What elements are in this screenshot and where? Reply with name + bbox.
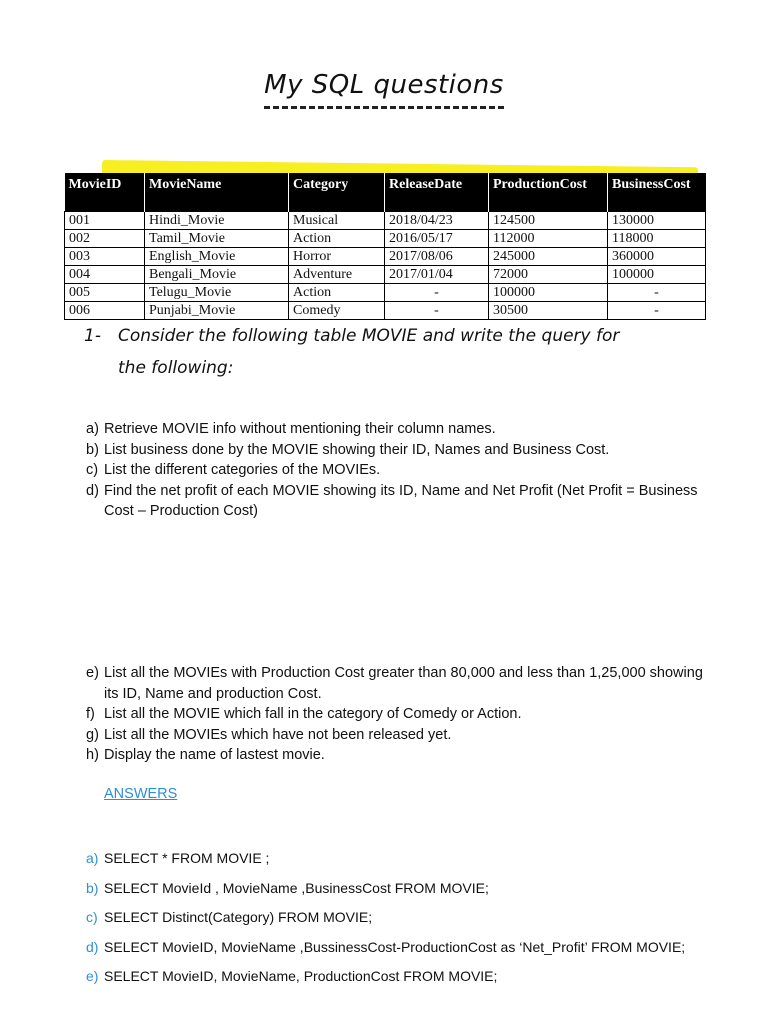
cell-businesscost: 100000 — [608, 266, 706, 284]
item-marker: b) — [86, 441, 99, 458]
list-item — [86, 725, 706, 746]
item-marker: a) — [86, 850, 99, 866]
list-item — [86, 874, 706, 904]
item-marker: f) — [86, 706, 95, 722]
list-item — [86, 844, 706, 874]
cell-category: Comedy — [289, 302, 385, 320]
cell-category: Horror — [289, 248, 385, 266]
page-title-wrap — [0, 70, 768, 104]
cell-productioncost: 245000 — [489, 248, 608, 266]
list-item — [86, 440, 706, 461]
list-item — [86, 460, 706, 481]
item-text: Display the name of lastest movie. — [104, 747, 325, 763]
item-text: Find the net profit of each MOVIE showing its ID, Name and Net Profit (Net Profit = Business Cost – Production Cost) — [104, 482, 698, 519]
page-title: My SQL questions — [264, 70, 504, 104]
cell-moviename: Punjabi_Movie — [145, 302, 289, 320]
table-row — [65, 266, 706, 284]
item-text: List the different categories of the MOVIEs. — [104, 462, 381, 478]
answer-text: SELECT MovieID, MovieName, ProductionCost FROM MOVIE; — [104, 968, 498, 984]
item-marker: d) — [86, 482, 99, 499]
cell-releasedate: - — [385, 302, 489, 320]
cell-category: Musical — [289, 212, 385, 230]
answers-link[interactable]: ANSWERS — [104, 786, 178, 802]
item-marker: b) — [86, 879, 99, 896]
cell-releasedate: 2017/01/04 — [385, 266, 489, 284]
answer-text: SELECT MovieId , MovieName ,BusinessCost FROM MOVIE; — [104, 879, 489, 896]
question-heading-line2: the following: — [118, 358, 234, 378]
cell-moviename: Tamil_Movie — [145, 230, 289, 248]
cell-productioncost: 112000 — [489, 230, 608, 248]
list-item — [86, 663, 706, 704]
cell-productioncost: 30500 — [489, 302, 608, 320]
cell-productioncost: 124500 — [489, 212, 608, 230]
answer-text: SELECT * FROM MOVIE ; — [104, 850, 270, 866]
item-marker: c) — [86, 462, 99, 478]
answer-list — [86, 844, 706, 992]
col-header-category: Category — [289, 173, 385, 212]
cell-productioncost: 72000 — [489, 266, 608, 284]
cell-movieid: 003 — [65, 248, 145, 266]
list-item — [86, 903, 706, 933]
item-marker: d) — [86, 938, 99, 955]
item-text: List business done by the MOVIE showing their ID, Names and Business Cost. — [104, 441, 610, 458]
cell-category: Action — [289, 284, 385, 302]
col-header-releasedate: ReleaseDate — [385, 173, 489, 212]
movie-table — [64, 173, 706, 320]
cell-releasedate: 2018/04/23 — [385, 212, 489, 230]
list-item — [86, 745, 706, 766]
cell-moviename: English_Movie — [145, 248, 289, 266]
table-row — [65, 248, 706, 266]
col-header-moviename: MovieName — [145, 173, 289, 212]
question-heading — [84, 320, 724, 384]
list-item — [86, 962, 706, 992]
item-text: List all the MOVIE which fall in the category of Comedy or Action. — [104, 706, 522, 722]
list-item — [86, 704, 706, 725]
cell-businesscost: - — [608, 302, 706, 320]
list-item — [86, 419, 706, 440]
item-text: List all the MOVIEs with Production Cost greater than 80,000 and less than 1,25,000 showing its ID, Name and production Cost. — [104, 665, 703, 702]
item-marker: e) — [86, 665, 99, 681]
answer-text: SELECT MovieID, MovieName ,BussinessCost-ProductionCost as ‘Net_Profit’ FROM MOVIE; — [104, 938, 686, 955]
cell-category: Adventure — [289, 266, 385, 284]
cell-moviename: Telugu_Movie — [145, 284, 289, 302]
item-marker: g) — [86, 726, 99, 743]
list-item — [86, 481, 706, 522]
cell-businesscost: 360000 — [608, 248, 706, 266]
question-heading-line1: Consider the following table MOVIE and write the query for — [118, 326, 620, 346]
cell-businesscost: 130000 — [608, 212, 706, 230]
cell-movieid: 005 — [65, 284, 145, 302]
table-row — [65, 302, 706, 320]
movie-table-header — [65, 173, 706, 212]
cell-movieid: 006 — [65, 302, 145, 320]
item-marker: a) — [86, 421, 99, 437]
answer-text: SELECT Distinct(Category) FROM MOVIE; — [104, 909, 373, 925]
cell-movieid: 001 — [65, 212, 145, 230]
cell-releasedate: 2016/05/17 — [385, 230, 489, 248]
col-header-productioncost: ProductionCost — [489, 173, 608, 212]
cell-businesscost: - — [608, 284, 706, 302]
cell-moviename: Bengali_Movie — [145, 266, 289, 284]
item-marker: c) — [86, 909, 98, 925]
cell-movieid: 004 — [65, 266, 145, 284]
cell-category: Action — [289, 230, 385, 248]
question-list-part2 — [86, 663, 706, 766]
col-header-movieid: MovieID — [65, 173, 145, 212]
list-item — [86, 933, 706, 963]
item-text: Retrieve MOVIE info without mentioning their column names. — [104, 421, 496, 437]
table-row — [65, 284, 706, 302]
cell-movieid: 002 — [65, 230, 145, 248]
cell-releasedate: - — [385, 284, 489, 302]
cell-moviename: Hindi_Movie — [145, 212, 289, 230]
cell-releasedate: 2017/08/06 — [385, 248, 489, 266]
table-row — [65, 212, 706, 230]
question-list-part1 — [86, 419, 706, 522]
col-header-businesscost: BusinessCost — [608, 173, 706, 212]
cell-productioncost: 100000 — [489, 284, 608, 302]
item-marker: e) — [86, 968, 99, 984]
item-text: List all the MOVIEs which have not been released yet. — [104, 726, 452, 743]
cell-businesscost: 118000 — [608, 230, 706, 248]
question-number: 1- — [84, 326, 101, 346]
table-row — [65, 230, 706, 248]
item-marker: h) — [86, 747, 99, 763]
